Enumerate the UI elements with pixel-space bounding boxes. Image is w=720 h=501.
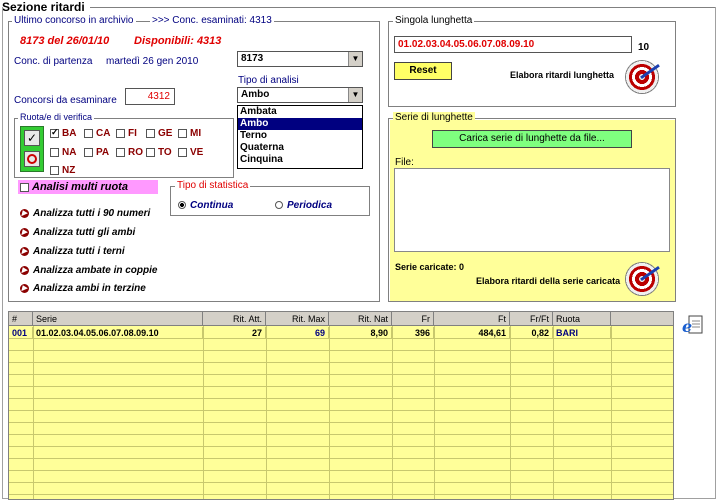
table-row[interactable]	[9, 363, 673, 375]
checkbox[interactable]	[178, 129, 187, 138]
reset-button[interactable]: Reset	[394, 62, 452, 80]
deselect-all-button[interactable]	[24, 151, 40, 167]
analizza-terni[interactable]: ▶ Analizza tutti i terni	[21, 246, 125, 257]
checkbox[interactable]	[84, 129, 93, 138]
grid-column-line	[553, 326, 554, 499]
checkbox[interactable]	[178, 148, 187, 157]
table-header	[9, 312, 673, 326]
col-rit-max[interactable]: Rit. Max	[266, 312, 329, 326]
cell-fr: 396	[392, 327, 434, 339]
checkbox[interactable]	[84, 148, 93, 157]
col-ruota[interactable]: Ruota	[553, 312, 611, 326]
ruota-ba[interactable]: ✓ BA	[50, 128, 76, 139]
archivio-legend: Ultimo concorso in archivio	[14, 15, 134, 26]
table-row[interactable]	[9, 411, 673, 423]
elabora-serie-label: Elabora ritardi della serie caricata	[476, 276, 621, 286]
singola-count: 10	[638, 42, 650, 53]
concorsi-input[interactable]: 4312	[125, 88, 175, 105]
table-row[interactable]	[9, 423, 673, 435]
target-dart-icon[interactable]	[625, 262, 659, 296]
cell-rit-max: 69	[266, 327, 329, 339]
checkbox[interactable]	[116, 129, 125, 138]
checkbox[interactable]	[50, 148, 59, 157]
col-ft[interactable]: Ft	[434, 312, 510, 326]
ie-export-icon[interactable]	[682, 314, 704, 336]
option-ambo[interactable]: Ambo	[238, 118, 362, 130]
radio-selected-icon	[178, 201, 186, 209]
analizza-ambi-terzine[interactable]: ▶ Analizza ambi in terzine	[21, 283, 146, 294]
option-terno[interactable]: Terno	[240, 130, 268, 141]
col-fr-ft[interactable]: Fr/Ft	[510, 312, 553, 326]
multi-ruota-toggle[interactable]	[18, 180, 158, 194]
ruota-nz[interactable]: NZ	[50, 165, 75, 176]
prohibited-icon	[27, 154, 37, 164]
ruota-ca[interactable]: CA	[84, 128, 110, 139]
option-cinquina[interactable]: Cinquina	[240, 154, 283, 165]
serie-legend: Serie di lunghette	[395, 112, 473, 123]
cell-ft: 484,61	[434, 327, 510, 339]
statistica-legend: Tipo di statistica	[177, 180, 249, 191]
col-rit-att[interactable]: Rit. Att.	[203, 312, 266, 326]
tipo-analisi-dropdown	[237, 105, 363, 169]
checkbox[interactable]	[50, 166, 59, 175]
radio-continua[interactable]: Continua	[178, 200, 233, 211]
table-row[interactable]	[9, 483, 673, 495]
arrow-right-icon: ▶	[21, 228, 28, 236]
concorsi-label: Concorsi da esaminare	[14, 95, 117, 106]
table-row[interactable]	[9, 495, 673, 500]
elabora-lunghetta-label: Elabora ritardi lunghetta	[510, 70, 615, 80]
analizza-ambate-coppie[interactable]: ▶ Analizza ambate in coppie	[21, 265, 158, 276]
col-fr[interactable]: Fr	[392, 312, 434, 326]
singola-input[interactable]: 01.02.03.04.05.06.07.08.09.10	[394, 36, 632, 53]
select-all-button[interactable]	[24, 130, 40, 146]
table-row[interactable]	[9, 351, 673, 363]
disponibili: Disponibili: 4313	[134, 35, 222, 47]
table-row[interactable]	[9, 471, 673, 483]
col-index[interactable]: #	[9, 312, 33, 326]
results-table[interactable]	[8, 311, 674, 500]
ruota-ve[interactable]: VE	[178, 147, 203, 158]
grid-column-line	[33, 326, 34, 499]
table-row[interactable]	[9, 399, 673, 411]
option-ambata[interactable]: Ambata	[240, 106, 277, 117]
file-list[interactable]	[394, 168, 670, 252]
grid-column-line	[510, 326, 511, 499]
ruote-legend: Ruota/e di verifica	[20, 112, 93, 122]
target-dart-icon[interactable]	[625, 60, 659, 94]
table-row[interactable]	[9, 459, 673, 471]
cell-rit-nat: 8,90	[329, 327, 392, 339]
grid-column-line	[611, 326, 612, 499]
radio-icon	[275, 201, 283, 209]
tipo-analisi-select[interactable]	[237, 87, 363, 103]
grid-column-line	[392, 326, 393, 499]
carica-serie-button[interactable]: Carica serie di lunghette da file...	[432, 130, 632, 148]
table-row[interactable]	[9, 435, 673, 447]
arrow-right-icon: ▶	[21, 266, 28, 274]
tipo-analisi-value: Ambo	[241, 89, 270, 100]
chevron-down-icon[interactable]: ▼	[348, 52, 362, 66]
grid-column-line	[329, 326, 330, 499]
cell-rit-att: 27	[203, 327, 266, 339]
cell-fr-ft: 0,82	[510, 327, 553, 339]
singola-legend: Singola lunghetta	[395, 15, 473, 26]
grid-column-line	[266, 326, 267, 499]
cell-ruota: BARI	[553, 327, 611, 339]
radio-periodica[interactable]: Periodica	[275, 200, 332, 211]
ruota-ge[interactable]: GE	[146, 128, 172, 139]
grid-column-line	[434, 326, 435, 499]
tipo-analisi-label: Tipo di analisi	[238, 75, 299, 86]
check-icon: ✓	[26, 131, 38, 145]
table-row[interactable]	[9, 447, 673, 459]
cell-index: 001	[9, 327, 33, 339]
arrow-right-icon: ▶	[21, 284, 28, 292]
table-row[interactable]	[9, 339, 673, 351]
analizza-90-numeri[interactable]: ▶ Analizza tutti i 90 numeri	[21, 208, 151, 219]
ruota-mi[interactable]: MI	[178, 128, 201, 139]
arrow-right-icon: ▶	[21, 247, 28, 255]
ultimo-concorso: 8173 del 26/01/10	[20, 35, 110, 47]
checkbox[interactable]	[20, 183, 29, 192]
conc-partenza-select[interactable]	[237, 51, 363, 67]
multi-ruota-label: Analisi multi ruota	[32, 181, 128, 193]
analizza-ambi[interactable]: ▶ Analizza tutti gli ambi	[21, 227, 136, 238]
col-rit-nat[interactable]: Rit. Nat	[329, 312, 392, 326]
ruota-fi[interactable]: FI	[116, 128, 137, 139]
conc-partenza-label: Conc. di partenza	[14, 56, 93, 67]
ruota-to[interactable]: TO	[146, 147, 172, 158]
ruota-pa[interactable]: PA	[84, 147, 109, 158]
table-row[interactable]	[9, 375, 673, 387]
conc-partenza-date: martedì 26 gen 2010	[106, 56, 199, 67]
col-serie[interactable]: Serie	[33, 312, 203, 326]
ruota-ro[interactable]: RO	[116, 147, 143, 158]
ruota-na[interactable]: NA	[50, 147, 76, 158]
checkbox[interactable]	[116, 148, 125, 157]
checkbox[interactable]	[146, 129, 155, 138]
table-row[interactable]	[9, 387, 673, 399]
option-quaterna[interactable]: Quaterna	[240, 142, 284, 153]
arrow-right-icon: ▶	[21, 209, 28, 217]
file-label: File:	[395, 157, 414, 168]
cell-serie: 01.02.03.04.05.06.07.08.09.10	[33, 327, 203, 339]
conc-esaminati: >>> Conc. esaminati: 4313	[152, 15, 272, 26]
chevron-down-icon[interactable]: ▼	[348, 88, 362, 102]
table-row[interactable]	[9, 327, 673, 339]
checkbox[interactable]	[146, 148, 155, 157]
page-title: Sezione ritardi	[2, 0, 85, 14]
grid-column-line	[203, 326, 204, 499]
svg-text:e: e	[682, 317, 693, 336]
serie-caricate: Serie caricate: 0	[395, 262, 465, 272]
conc-partenza-value: 8173	[241, 53, 264, 64]
checkbox[interactable]	[50, 129, 59, 138]
